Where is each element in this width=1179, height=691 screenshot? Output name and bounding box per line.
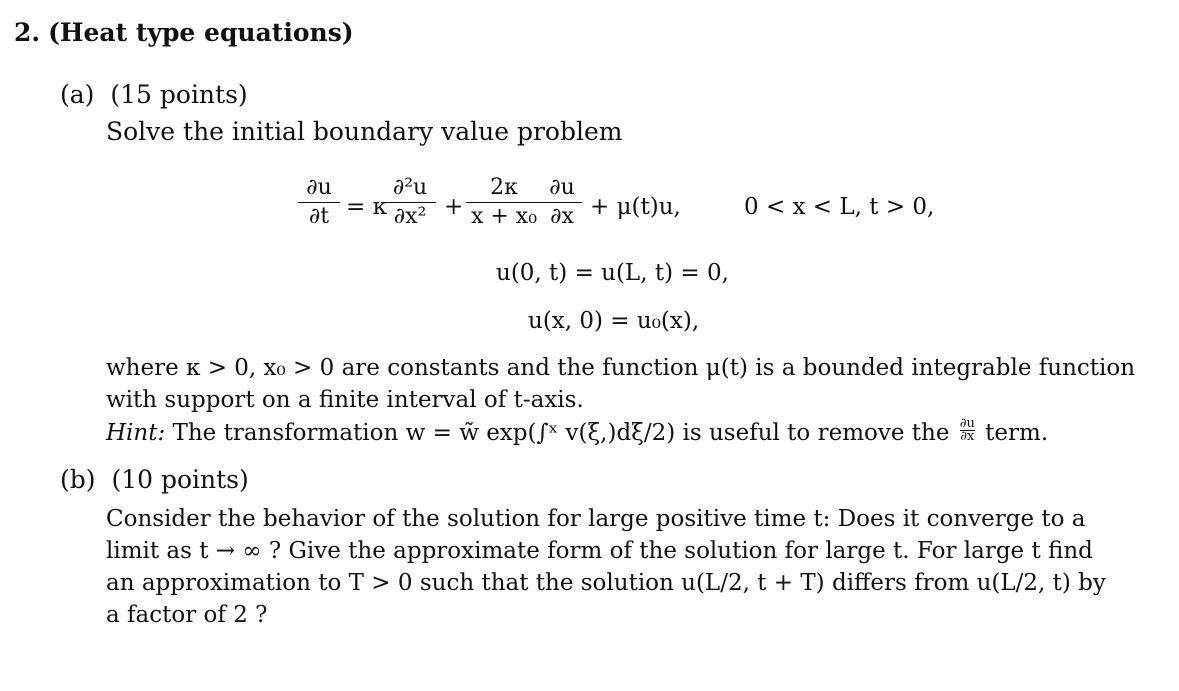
where-line-2: with support on a finite interval of t-axis. <box>106 387 584 413</box>
hint-line <box>106 415 1049 447</box>
boundary-condition: u(0, t) = u(L, t) = 0, <box>496 260 729 286</box>
part-b-line-3: an approximation to T > 0 such that the solution u(L/2, t + T) differs from u(L/2, t) by <box>106 570 1106 596</box>
part-a-instruction: Solve the initial boundary value problem <box>106 117 623 146</box>
plus-sign: + <box>444 194 464 220</box>
first-derivative-fraction: ∂u ∂x <box>542 176 582 229</box>
domain-condition: 0 < x < L, t > 0, <box>744 194 935 220</box>
second-derivative-fraction: ∂²u ∂x² <box>384 176 436 229</box>
part-a-points: (15 points) <box>110 80 248 109</box>
reaction-term: + μ(t)u, <box>590 194 681 220</box>
hint-label: Hint: <box>106 420 166 446</box>
hint-fraction: $\frac{\partial u}{\partial x}$ <box>959 415 975 444</box>
hint-end: term. <box>985 420 1049 446</box>
lhs-fraction: ∂u ∂t <box>298 176 340 229</box>
problem-number: 2. <box>14 18 41 47</box>
problem-title <box>14 18 354 47</box>
hint-text: The transformation w = w̃ exp(∫ˣ v(ξ,)dξ/2) is useful to remove the <box>172 420 950 446</box>
coefficient-fraction: 2κ x + x₀ <box>466 176 542 229</box>
where-line-1: where κ > 0, x₀ > 0 are constants and the function μ(t) is a bounded integrable function <box>106 355 1136 381</box>
problem-title-text: (Heat type equations) <box>48 18 354 47</box>
part-b-line-4: a factor of 2 ? <box>106 602 268 628</box>
equals-kappa: = κ <box>346 194 387 220</box>
part-a-heading <box>60 80 248 109</box>
part-b-line-1: Consider the behavior of the solution for large positive time t: Does it converge to a <box>106 506 1086 532</box>
part-b-points: (10 points) <box>111 465 249 494</box>
initial-condition: u(x, 0) = u₀(x), <box>528 308 700 334</box>
part-b-line-2: limit as t → ∞ ? Give the approximate form of the solution for large t. For large t find <box>106 538 1093 564</box>
part-b-heading <box>60 465 249 494</box>
part-a-label: (a) <box>60 80 95 109</box>
part-b-label: (b) <box>60 465 96 494</box>
